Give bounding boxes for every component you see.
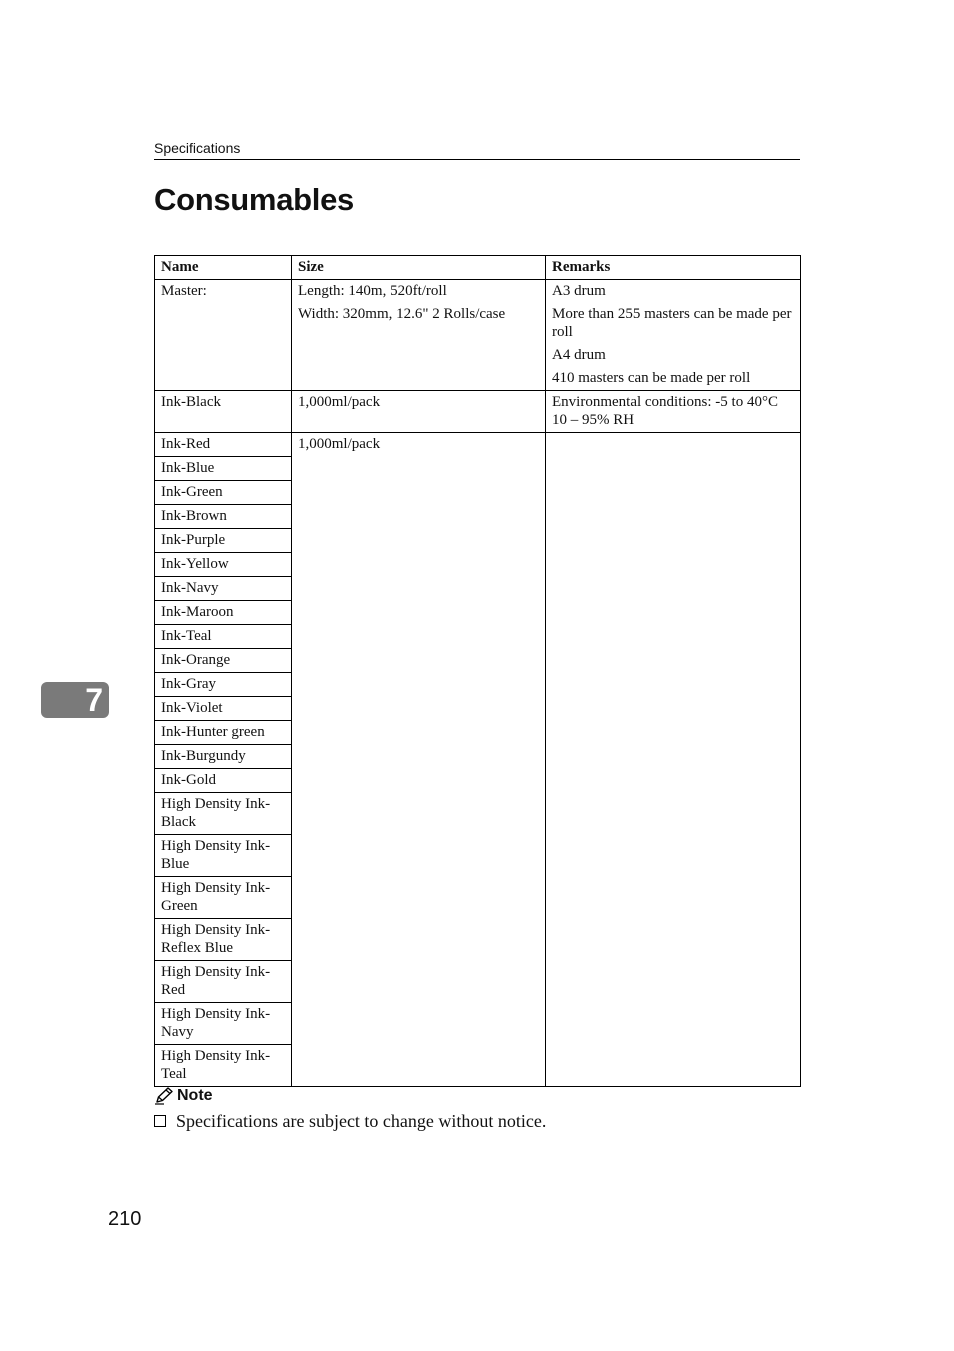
column-header-name: Name [155, 256, 292, 280]
note-label: Note [177, 1087, 213, 1104]
cell-name: High Density Ink-Black [155, 793, 292, 835]
cell-name: Ink-Gray [155, 673, 292, 697]
size-width: Width: 320mm, 12.6" 2 Rolls/case [298, 306, 506, 322]
cell-name: High Density Ink-Blue [155, 835, 292, 877]
cell-name: High Density Ink-Teal [155, 1045, 292, 1087]
cell-name: High Density Ink-Green [155, 877, 292, 919]
column-header-size: Size [292, 256, 546, 280]
cell-name: Ink-Hunter green [155, 721, 292, 745]
cell-name: Ink-Navy [155, 577, 292, 601]
column-header-remarks: Remarks [546, 256, 801, 280]
cell-name: Ink-Burgundy [155, 745, 292, 769]
cell-name: Ink-Gold [155, 769, 292, 793]
note-text: Specifications are subject to change without notice. [176, 1111, 547, 1131]
remark-a3-capacity: More than 255 masters can be made per roll [552, 306, 792, 340]
cell-name: Ink-Brown [155, 505, 292, 529]
checkbox-icon [154, 1115, 166, 1127]
cell-name: Ink-Yellow [155, 553, 292, 577]
table-row-ink-black [155, 391, 801, 433]
cell-name: Ink-Maroon [155, 601, 292, 625]
cell-name: High Density Ink-Navy [155, 1003, 292, 1045]
chapter-number: 7 [85, 682, 103, 718]
running-header: Specifications [154, 139, 800, 160]
cell-name: Ink-Orange [155, 649, 292, 673]
cell-name: Ink-Red [155, 433, 292, 457]
cell-name: Ink-Green [155, 481, 292, 505]
cell-remarks-empty [546, 433, 801, 1087]
consumables-table [154, 255, 801, 1087]
cell-size-shared: 1,000ml/pack [292, 433, 546, 1087]
remark-a3-drum: A3 drum [552, 283, 606, 299]
page-title: Consumables [154, 182, 354, 217]
note-item [154, 1109, 794, 1133]
cell-name: Master: [155, 280, 292, 391]
cell-remarks: Environmental conditions: -5 to 40°C 10 – 95% RH [546, 391, 801, 433]
remark-a4-capacity: 410 masters can be made per roll [552, 370, 751, 386]
cell-name: High Density Ink-Reflex Blue [155, 919, 292, 961]
cell-name: High Density Ink-Red [155, 961, 292, 1003]
cell-name: Ink-Purple [155, 529, 292, 553]
note-heading [154, 1085, 213, 1107]
cell-size: 1,000ml/pack [292, 391, 546, 433]
size-length: Length: 140m, 520ft/roll [298, 283, 447, 299]
remark-a4-drum: A4 drum [552, 347, 606, 363]
cell-name: Ink-Blue [155, 457, 292, 481]
cell-name: Ink-Black [155, 391, 292, 433]
table-row-master [155, 280, 801, 391]
cell-name: Ink-Teal [155, 625, 292, 649]
cell-name: Ink-Violet [155, 697, 292, 721]
cell-size [292, 280, 546, 391]
chapter-tab [41, 682, 109, 718]
page-number: 210 [108, 1208, 142, 1230]
cell-remarks [546, 280, 801, 391]
table-header-row [155, 256, 801, 280]
table-row [155, 433, 801, 457]
pencil-icon [154, 1087, 174, 1105]
